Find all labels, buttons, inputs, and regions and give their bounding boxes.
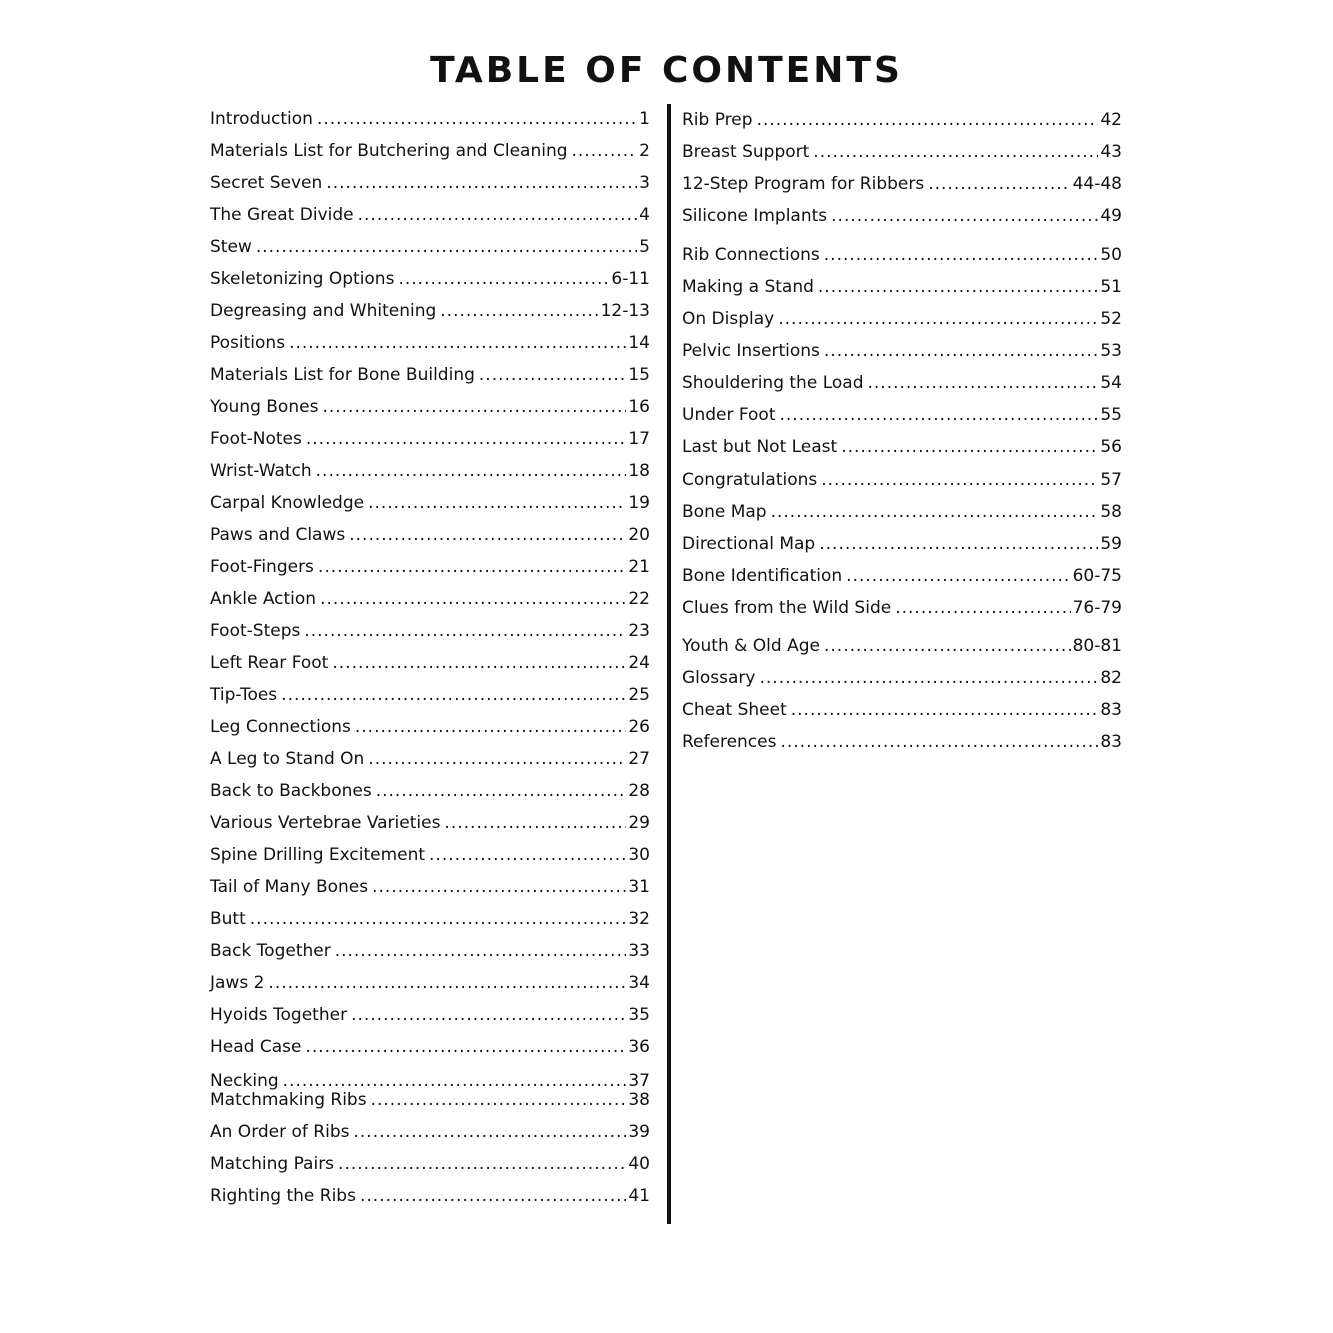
toc-entry-title: Foot-Steps bbox=[210, 621, 301, 641]
toc-entry-title: Carpal Knowledge bbox=[210, 493, 365, 513]
dot-leader bbox=[351, 1003, 626, 1027]
dot-leader bbox=[759, 666, 1098, 690]
dot-leader bbox=[824, 339, 1098, 363]
toc-entry-title: Pelvic Insertions bbox=[682, 341, 820, 361]
toc-entry-page: 83 bbox=[1100, 700, 1122, 720]
toc-entry bbox=[210, 779, 650, 803]
toc-entry bbox=[210, 587, 650, 611]
toc-entry bbox=[682, 532, 1122, 556]
dot-leader bbox=[358, 203, 638, 227]
toc-entry-title: Breast Support bbox=[682, 142, 810, 162]
dot-leader bbox=[371, 1088, 627, 1112]
dot-leader bbox=[444, 811, 626, 835]
toc-entry-title: Foot-Fingers bbox=[210, 557, 314, 577]
toc-entry bbox=[210, 1152, 650, 1176]
dot-leader bbox=[928, 172, 1070, 196]
column-divider bbox=[667, 104, 671, 1224]
toc-entry-title: Silicone Implants bbox=[682, 206, 828, 226]
dot-leader bbox=[867, 371, 1098, 395]
toc-entry-title: Degreasing and Whitening bbox=[210, 301, 437, 321]
toc-entry-title: Directional Map bbox=[682, 534, 816, 554]
toc-entry-page: 36 bbox=[628, 1037, 650, 1057]
toc-entry-title: Spine Drilling Excitement bbox=[210, 845, 426, 865]
toc-entry bbox=[210, 1088, 650, 1112]
toc-entry bbox=[210, 651, 650, 675]
toc-entry-title: On Display bbox=[682, 309, 775, 329]
toc-entry-title: Leg Connections bbox=[210, 717, 351, 737]
toc-entry-title: Secret Seven bbox=[210, 173, 323, 193]
toc-entry-page: 24 bbox=[628, 653, 650, 673]
toc-entry bbox=[682, 339, 1122, 363]
toc-entry-title: Matchmaking Ribs bbox=[210, 1090, 367, 1110]
dot-leader bbox=[317, 107, 637, 131]
dot-leader bbox=[306, 427, 626, 451]
toc-entry bbox=[210, 907, 650, 931]
toc-entry-page: 17 bbox=[628, 429, 650, 449]
toc-entry-page: 59 bbox=[1100, 534, 1122, 554]
toc-entry-title: Materials List for Butchering and Cleaning bbox=[210, 141, 568, 161]
toc-entry-page: 51 bbox=[1100, 277, 1122, 297]
toc-entry-page: 52 bbox=[1100, 309, 1122, 329]
toc-entry-page: 41 bbox=[628, 1186, 650, 1206]
toc-entry-page: 16 bbox=[628, 397, 650, 417]
toc-entry-page: 6-11 bbox=[611, 269, 650, 289]
toc-entry-title: Left Rear Foot bbox=[210, 653, 329, 673]
toc-entry bbox=[210, 939, 650, 963]
dot-leader bbox=[778, 307, 1098, 331]
toc-entry bbox=[210, 427, 650, 451]
toc-entry-page: 58 bbox=[1100, 502, 1122, 522]
toc-entry-title: Making a Stand bbox=[682, 277, 814, 297]
dot-leader bbox=[440, 299, 598, 323]
toc-entry-title: Back Together bbox=[210, 941, 331, 961]
toc-entry-title: Tip-Toes bbox=[210, 685, 278, 705]
dot-leader bbox=[320, 587, 626, 611]
toc-entry-title: The Great Divide bbox=[210, 205, 354, 225]
toc-entry-title: Glossary bbox=[682, 668, 756, 688]
toc-entry-title: Righting the Ribs bbox=[210, 1186, 356, 1206]
toc-entry-page: 29 bbox=[628, 813, 650, 833]
dot-leader bbox=[791, 698, 1099, 722]
dot-leader bbox=[304, 619, 626, 643]
toc-entry bbox=[210, 107, 650, 131]
toc-entry-page: 4 bbox=[639, 205, 650, 225]
toc-entry-title: Rib Connections bbox=[682, 245, 820, 265]
page-title: TABLE OF CONTENTS bbox=[430, 50, 903, 91]
toc-entry-page: 2 bbox=[639, 141, 650, 161]
toc-entry-title: Foot-Notes bbox=[210, 429, 302, 449]
toc-entry-page: 30 bbox=[628, 845, 650, 865]
toc-entry-title: Shouldering the Load bbox=[682, 373, 864, 393]
dot-leader bbox=[479, 363, 626, 387]
dot-leader bbox=[821, 468, 1098, 492]
toc-entry-page: 22 bbox=[628, 589, 650, 609]
toc-entry bbox=[210, 395, 650, 419]
toc-entry-page: 60-75 bbox=[1072, 566, 1122, 586]
toc-entry bbox=[682, 698, 1122, 722]
toc-entry bbox=[682, 243, 1122, 267]
toc-entry-page: 1 bbox=[639, 109, 650, 129]
toc-entry-page: 37 bbox=[628, 1071, 650, 1091]
toc-entry-page: 80-81 bbox=[1072, 636, 1122, 656]
toc-entry-page: 83 bbox=[1100, 732, 1122, 752]
toc-entry-title: Introduction bbox=[210, 109, 313, 129]
dot-leader bbox=[316, 459, 627, 483]
toc-entry-title: Tail of Many Bones bbox=[210, 877, 369, 897]
toc-entry bbox=[682, 468, 1122, 492]
toc-entry bbox=[210, 619, 650, 643]
toc-entry-title: Paws and Claws bbox=[210, 525, 346, 545]
toc-entry-page: 82 bbox=[1100, 668, 1122, 688]
toc-entry-title: Butt bbox=[210, 909, 246, 929]
toc-entry-title: Positions bbox=[210, 333, 286, 353]
dot-leader bbox=[349, 523, 626, 547]
dot-leader bbox=[376, 779, 627, 803]
toc-entry bbox=[210, 139, 650, 163]
dot-leader bbox=[289, 331, 626, 355]
toc-entry-page: 5 bbox=[639, 237, 650, 257]
toc-entry-page: 76-79 bbox=[1072, 598, 1122, 618]
dot-leader bbox=[398, 267, 609, 291]
toc-entry-page: 26 bbox=[628, 717, 650, 737]
toc-entry bbox=[682, 371, 1122, 395]
dot-leader bbox=[824, 243, 1099, 267]
toc-entry-page: 49 bbox=[1100, 206, 1122, 226]
dot-leader bbox=[338, 1152, 626, 1176]
toc-entry-title: Necking bbox=[210, 1071, 279, 1091]
dot-leader bbox=[281, 683, 626, 707]
toc-entry bbox=[210, 1035, 650, 1059]
toc-entry bbox=[210, 683, 650, 707]
toc-entry bbox=[682, 634, 1122, 658]
toc-entry bbox=[210, 171, 650, 195]
toc-entry-title: An Order of Ribs bbox=[210, 1122, 350, 1142]
toc-entry-page: 15 bbox=[628, 365, 650, 385]
toc-entry-page: 32 bbox=[628, 909, 650, 929]
toc-entry bbox=[210, 459, 650, 483]
dot-leader bbox=[572, 139, 638, 163]
toc-entry-page: 40 bbox=[628, 1154, 650, 1174]
toc-entry-page: 53 bbox=[1100, 341, 1122, 361]
toc-entry bbox=[210, 715, 650, 739]
toc-entry bbox=[682, 108, 1122, 132]
toc-entry bbox=[210, 523, 650, 547]
toc-entry-title: Bone Map bbox=[682, 502, 767, 522]
dot-leader bbox=[368, 491, 626, 515]
dot-leader bbox=[771, 500, 1099, 524]
dot-leader bbox=[250, 907, 627, 931]
toc-entry bbox=[210, 235, 650, 259]
dot-leader bbox=[846, 564, 1070, 588]
toc-entry-title: Head Case bbox=[210, 1037, 302, 1057]
toc-entry-title: Bone Identification bbox=[682, 566, 843, 586]
toc-entry-title: Last but Not Least bbox=[682, 437, 838, 457]
dot-leader bbox=[305, 1035, 626, 1059]
toc-entry-page: 18 bbox=[628, 461, 650, 481]
toc-entry bbox=[210, 491, 650, 515]
toc-entry bbox=[210, 555, 650, 579]
toc-entry bbox=[682, 435, 1122, 459]
dot-leader bbox=[757, 108, 1099, 132]
toc-entry-page: 27 bbox=[628, 749, 650, 769]
toc-entry-title: Back to Backbones bbox=[210, 781, 372, 801]
toc-entry bbox=[682, 140, 1122, 164]
toc-entry-page: 34 bbox=[628, 973, 650, 993]
dot-leader bbox=[335, 939, 627, 963]
toc-entry bbox=[210, 267, 650, 291]
toc-entry-title: Youth & Old Age bbox=[682, 636, 820, 656]
toc-entry-page: 44-48 bbox=[1072, 174, 1122, 194]
toc-entry bbox=[210, 331, 650, 355]
toc-entry-page: 56 bbox=[1100, 437, 1122, 457]
toc-entry bbox=[210, 875, 650, 899]
dot-leader bbox=[354, 1120, 627, 1144]
toc-entry-title: Jaws 2 bbox=[210, 973, 265, 993]
toc-entry-page: 12-13 bbox=[600, 301, 650, 321]
dot-leader bbox=[360, 1184, 626, 1208]
toc-entry-title: References bbox=[682, 732, 777, 752]
toc-entry bbox=[682, 307, 1122, 331]
toc-entry-page: 57 bbox=[1100, 470, 1122, 490]
toc-entry-page: 35 bbox=[628, 1005, 650, 1025]
toc-entry bbox=[210, 1003, 650, 1027]
toc-entry bbox=[682, 204, 1122, 228]
dot-leader bbox=[895, 596, 1070, 620]
toc-entry-page: 50 bbox=[1100, 245, 1122, 265]
dot-leader bbox=[813, 140, 1098, 164]
toc-entry-title: Under Foot bbox=[682, 405, 776, 425]
toc-entry-page: 19 bbox=[628, 493, 650, 513]
toc-entry bbox=[682, 275, 1122, 299]
dot-leader bbox=[780, 403, 1099, 427]
dot-leader bbox=[322, 395, 626, 419]
toc-entry-page: 25 bbox=[628, 685, 650, 705]
toc-entry-title: Materials List for Bone Building bbox=[210, 365, 475, 385]
toc-entry-page: 3 bbox=[639, 173, 650, 193]
dot-leader bbox=[268, 971, 626, 995]
dot-leader bbox=[372, 875, 626, 899]
toc-entry bbox=[210, 971, 650, 995]
toc-entry-title: 12-Step Program for Ribbers bbox=[682, 174, 925, 194]
toc-entry-page: 55 bbox=[1100, 405, 1122, 425]
toc-entry-page: 33 bbox=[628, 941, 650, 961]
toc-entry-title: Young Bones bbox=[210, 397, 319, 417]
toc-entry bbox=[682, 666, 1122, 690]
dot-leader bbox=[429, 843, 626, 867]
toc-entry-title: Wrist-Watch bbox=[210, 461, 312, 481]
toc-entry-title: Rib Prep bbox=[682, 110, 753, 130]
toc-entry bbox=[682, 564, 1122, 588]
toc-entry bbox=[210, 1120, 650, 1144]
toc-entry-page: 39 bbox=[628, 1122, 650, 1142]
dot-leader bbox=[368, 747, 626, 771]
toc-entry-title: Hyoids Together bbox=[210, 1005, 348, 1025]
toc-entry bbox=[682, 596, 1122, 620]
toc-entry bbox=[682, 500, 1122, 524]
toc-entry-page: 43 bbox=[1100, 142, 1122, 162]
toc-entry-page: 54 bbox=[1100, 373, 1122, 393]
dot-leader bbox=[332, 651, 626, 675]
dot-leader bbox=[841, 435, 1098, 459]
dot-leader bbox=[818, 275, 1098, 299]
toc-entry-page: 14 bbox=[628, 333, 650, 353]
dot-leader bbox=[355, 715, 626, 739]
dot-leader bbox=[256, 235, 637, 259]
dot-leader bbox=[819, 532, 1098, 556]
toc-entry-page: 28 bbox=[628, 781, 650, 801]
toc-entry bbox=[210, 203, 650, 227]
dot-leader bbox=[831, 204, 1098, 228]
toc-entry-page: 42 bbox=[1100, 110, 1122, 130]
toc-entry-title: Cheat Sheet bbox=[682, 700, 787, 720]
toc-entry bbox=[210, 811, 650, 835]
dot-leader bbox=[326, 171, 637, 195]
toc-entry bbox=[210, 747, 650, 771]
toc-entry-title: Clues from the Wild Side bbox=[682, 598, 892, 618]
toc-entry-title: A Leg to Stand On bbox=[210, 749, 365, 769]
toc-entry-title: Various Vertebrae Varieties bbox=[210, 813, 441, 833]
toc-entry bbox=[210, 843, 650, 867]
toc-entry-page: 38 bbox=[628, 1090, 650, 1110]
toc-entry bbox=[682, 172, 1122, 196]
toc-entry-title: Congratulations bbox=[682, 470, 818, 490]
toc-entry-title: Skeletonizing Options bbox=[210, 269, 395, 289]
dot-leader bbox=[780, 730, 1098, 754]
toc-entry bbox=[210, 1184, 650, 1208]
toc-entry bbox=[682, 403, 1122, 427]
dot-leader bbox=[824, 634, 1071, 658]
dot-leader bbox=[318, 555, 626, 579]
toc-entry bbox=[210, 363, 650, 387]
toc-entry-page: 20 bbox=[628, 525, 650, 545]
toc-entry-page: 21 bbox=[628, 557, 650, 577]
toc-entry-title: Stew bbox=[210, 237, 252, 257]
toc-entry-title: Matching Pairs bbox=[210, 1154, 335, 1174]
toc-entry-page: 31 bbox=[628, 877, 650, 897]
toc-entry bbox=[682, 730, 1122, 754]
toc-entry-page: 23 bbox=[628, 621, 650, 641]
toc-entry-title: Ankle Action bbox=[210, 589, 317, 609]
toc-entry bbox=[210, 299, 650, 323]
